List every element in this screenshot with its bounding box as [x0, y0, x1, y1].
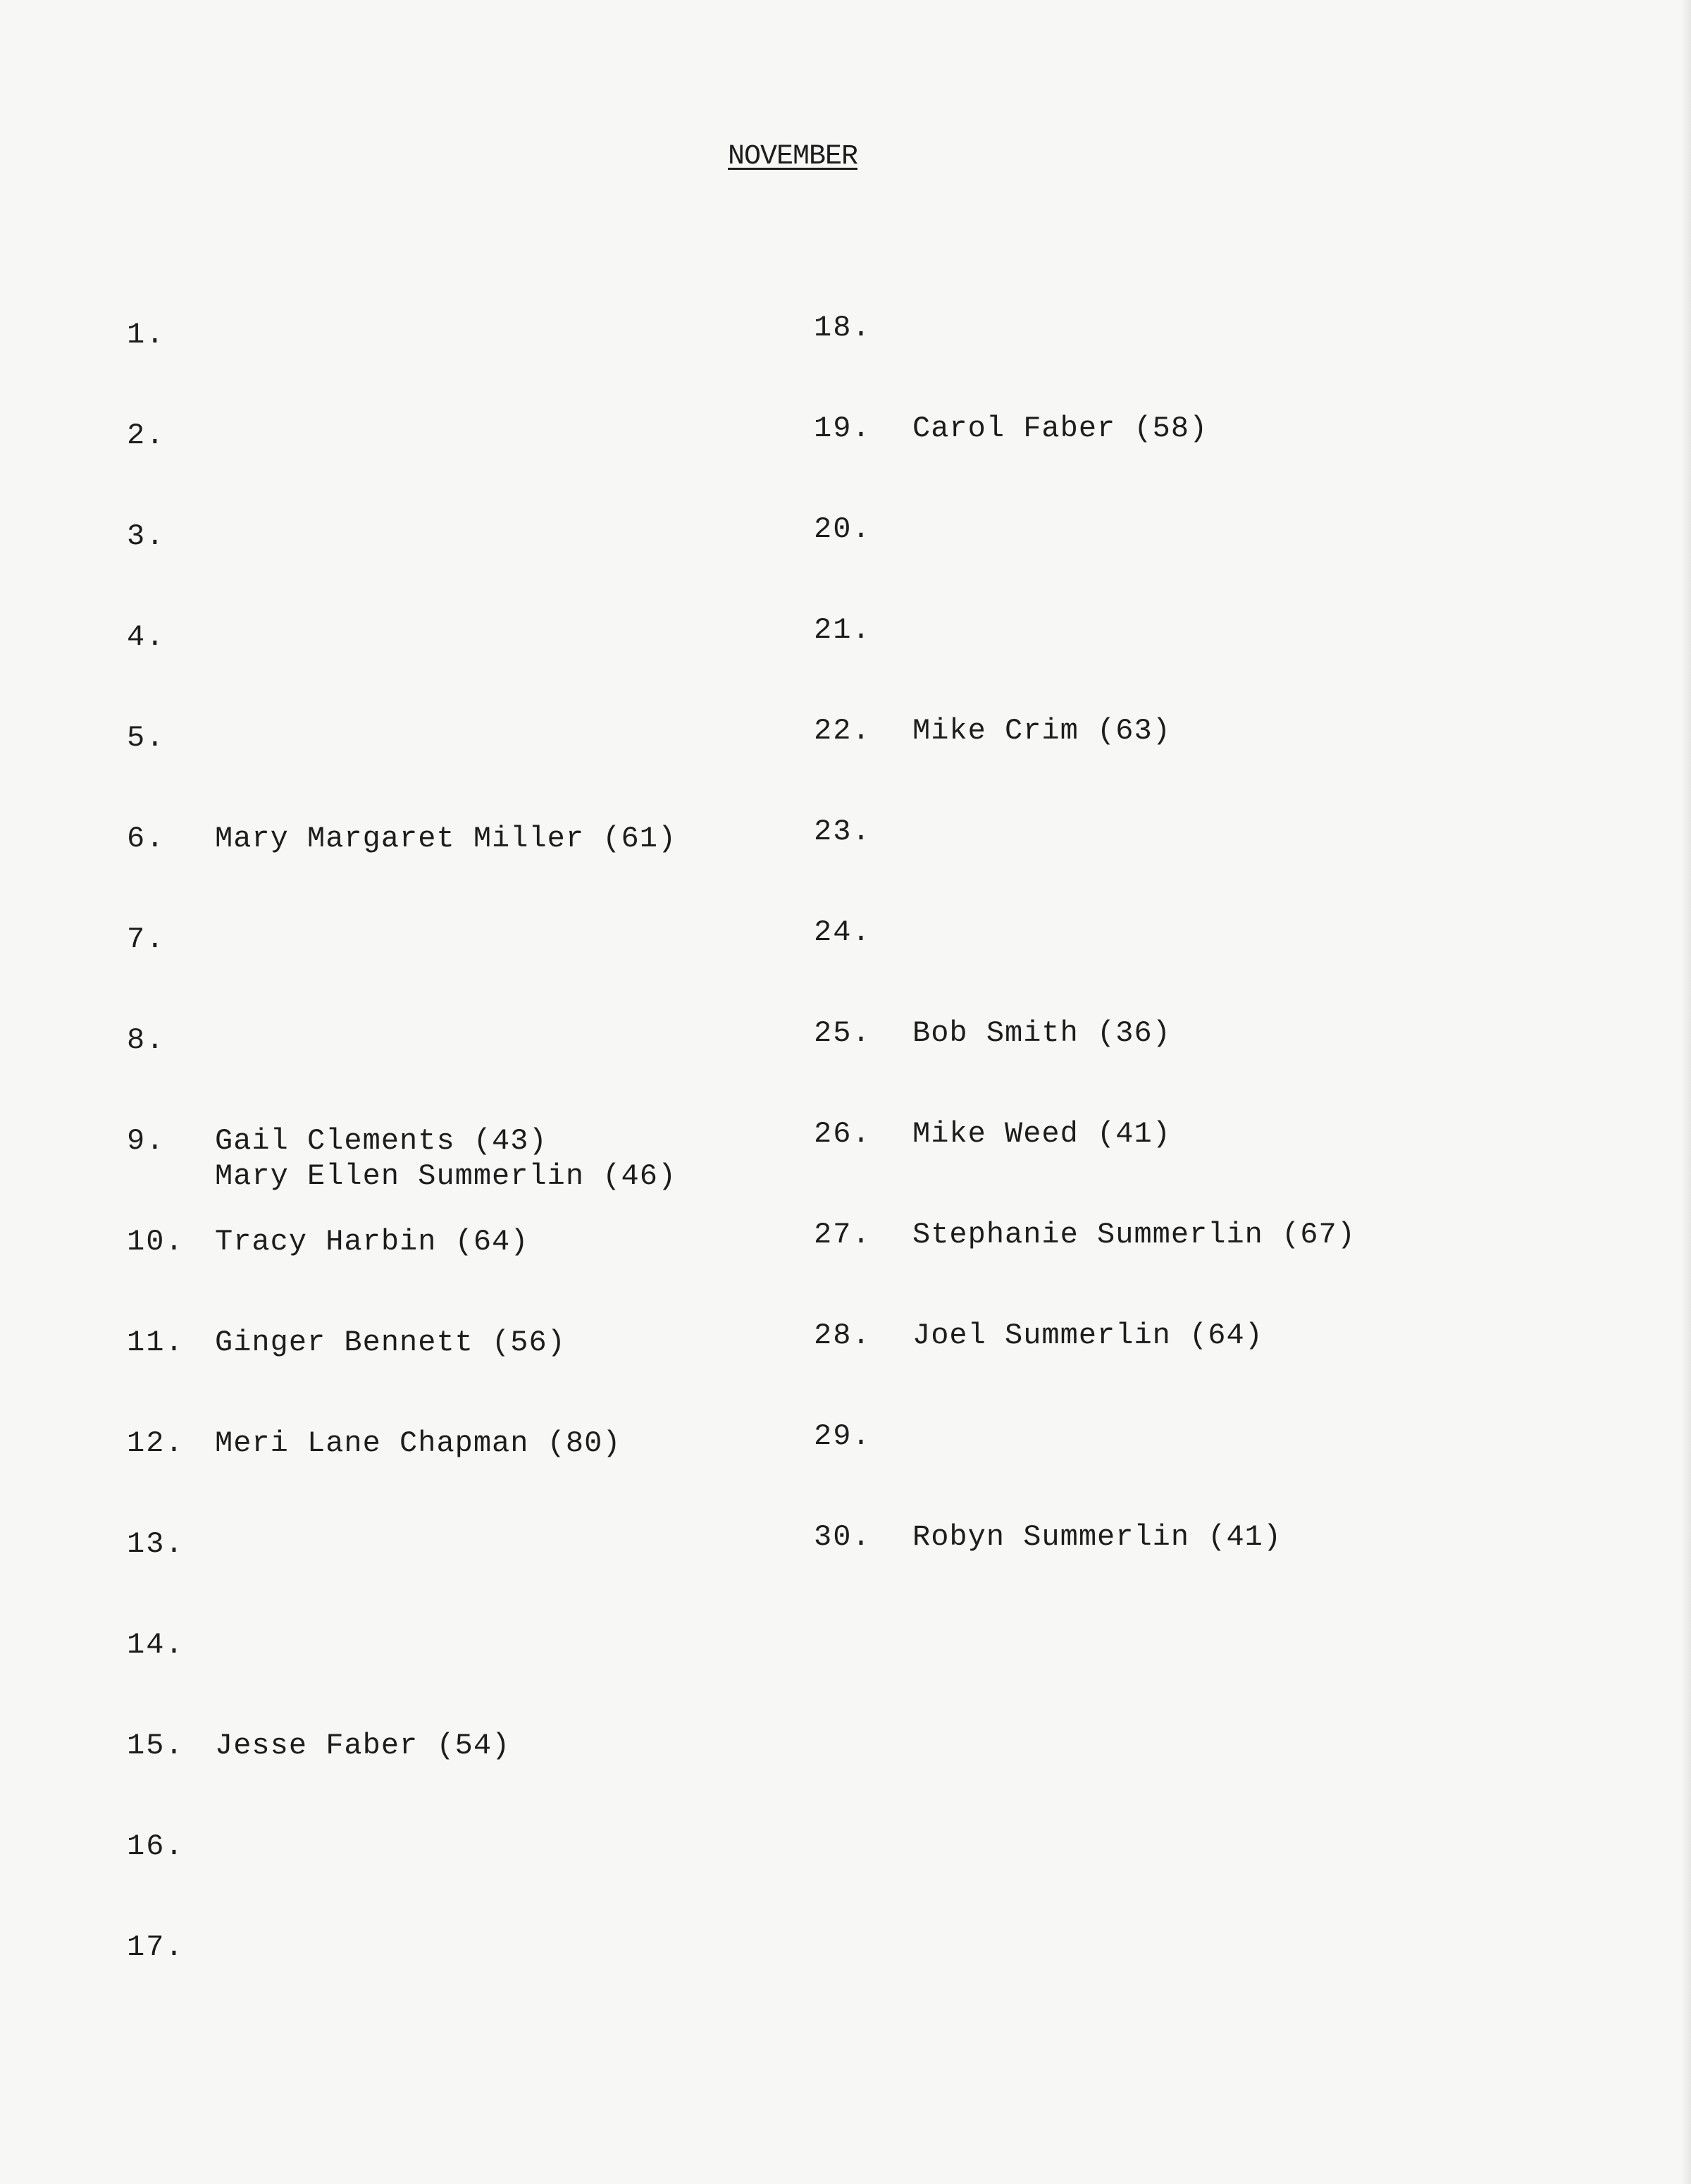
paper-edge [1681, 0, 1691, 2184]
birthday-name: Meri Lane Chapman (80) [215, 1426, 621, 1460]
day-number: 30. [814, 1520, 872, 1554]
day-number: 2. [127, 419, 166, 452]
day-number: 21. [814, 613, 872, 647]
birthday-name: Mike Crim (63) [912, 714, 1171, 748]
day-number: 23. [814, 815, 872, 849]
day-number: 22. [814, 714, 872, 748]
birthday-names [215, 1426, 621, 1461]
birthday-names [215, 821, 676, 856]
birthday-name: Gail Clements (43) [215, 1124, 547, 1158]
day-number: 26. [814, 1117, 872, 1151]
day-number: 25. [814, 1016, 872, 1050]
day-number: 20. [814, 512, 872, 546]
birthday-names [215, 1123, 676, 1194]
day-number: 11. [127, 1326, 185, 1359]
day-number: 28. [814, 1319, 872, 1352]
birthday-name: Jesse Faber (54) [215, 1729, 511, 1763]
day-number: 18. [814, 311, 872, 345]
day-number: 12. [127, 1426, 185, 1460]
day-number: 24. [814, 915, 872, 949]
day-number: 8. [127, 1023, 166, 1057]
birthday-names [912, 1016, 1171, 1051]
day-number: 27. [814, 1218, 872, 1252]
day-number: 16. [127, 1830, 185, 1863]
birthday-name: Robyn Summerlin (41) [912, 1520, 1282, 1554]
day-number: 9. [127, 1124, 166, 1158]
birthday-names [912, 411, 1208, 446]
page-title: NOVEMBER [728, 141, 858, 173]
day-number: 29. [814, 1419, 872, 1453]
day-number: 13. [127, 1527, 185, 1561]
birthday-name: Joel Summerlin (64) [912, 1319, 1263, 1352]
birthday-name: Mary Margaret Miller (61) [215, 822, 677, 856]
birthday-name: Mike Weed (41) [912, 1117, 1171, 1151]
day-number: 5. [127, 721, 166, 755]
day-number: 4. [127, 620, 166, 654]
birthday-name: Bob Smith (36) [912, 1016, 1171, 1050]
birthday-names [912, 1217, 1356, 1252]
birthday-name: Mary Ellen Summerlin (46) [215, 1159, 677, 1193]
birthday-names [912, 1318, 1263, 1353]
day-number: 3. [127, 519, 166, 553]
day-number: 15. [127, 1729, 185, 1763]
birthday-name: Tracy Harbin (64) [215, 1225, 529, 1259]
birthday-name: Stephanie Summerlin (67) [912, 1218, 1356, 1252]
birthday-names [912, 1519, 1282, 1555]
day-number: 6. [127, 822, 166, 856]
day-number: 10. [127, 1225, 185, 1259]
day-number: 1. [127, 318, 166, 352]
birthday-name: Carol Faber (58) [912, 412, 1208, 445]
birthday-names [215, 1325, 566, 1360]
day-number: 19. [814, 412, 872, 445]
birthday-names [912, 713, 1171, 748]
birthday-names [215, 1224, 528, 1259]
day-number: 14. [127, 1628, 185, 1662]
birthday-names [215, 1728, 510, 1763]
day-number: 7. [127, 923, 166, 956]
birthday-names [912, 1116, 1171, 1152]
day-number: 17. [127, 1930, 185, 1964]
birthday-name: Ginger Bennett (56) [215, 1326, 566, 1359]
